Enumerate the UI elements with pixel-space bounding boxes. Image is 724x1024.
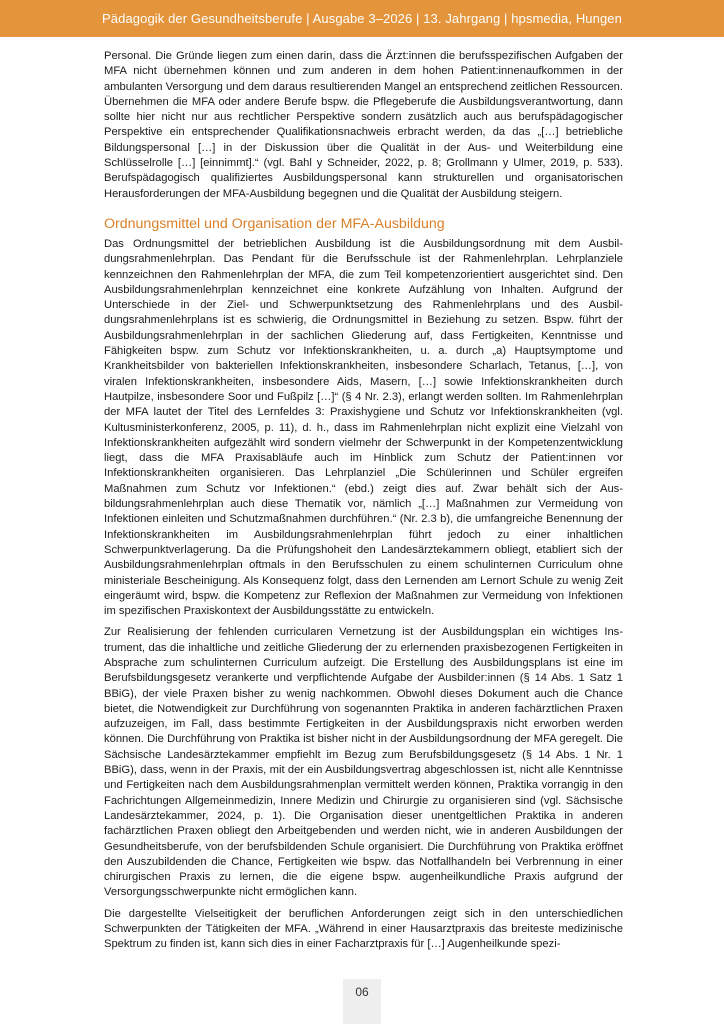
paragraph-2: Das Ordnungsmittel der betrieblichen Ausbildung ist die Ausbildungsordnung mit dem Ausbildungsrahmenlehrplan. Das Pendant für die Berufsschule ist der Rahmenlehrplan. Lehrplanziele kennzeichnen den Rahmenlehrplan der MFA, die zum Teil kompetenzorientiert ausgerichtet sind. Den Ausbildungsrahmenlehrplan kennzeichnet eine konkrete Aufzählung von Inhalten. Aufgrund der Unterschiede in der Ziel- und Schwerpunktsetzung des Rahmenlehrplans und des Ausbildungsrahmenlehrplans ist es schwierig, die Ordnungsmittel in Beziehung zu setzen. Bspw. führt der Ausbildungsrahmenlehrplan in der sachlichen Gliederung auf, dass Fertigkeiten, Kenntnisse und Fähigkeiten bspw. zum Schutz vor Infektionskrankheiten, u. a. durch „a) Hauptsymptome und Krankheitsbilder von bakteriellen Infektionskrankheiten, insbesondere Scharlach, Tetanus, […], von viralen Infektionskrankheiten, insbesondere Aids, Masern, […] sowie Infektionskrankheiten durch Hautpilze, insbesondere Soor und Fußpilz […]“ (§ 4 Nr. 2.3), erlangt werden sollten. Im Rahmenlehrplan der MFA lautet der Titel des Lernfeldes 3: Praxishygiene und Schutz vor Infektionskrankheiten (vgl. Kultusministerkonferenz, 2005, p. 11), d. h., dass im Rahmenlehrplan nicht explizit eine Vielzahl von Infektionskrankheiten aufgezählt wird sondern vielmehr der Schwerpunkt in der Kompetenzentwicklung liegt, dass die MFA Praxisabläufe auch im Hinblick zum Schutz der Patient:innen vor Infektionskrankheiten organisieren. Das Lehrplanziel „Die Schülerinnen und Schüler ergreifen Maßnahmen zum Schutz vor Infektionen.“ (ebd.) zeigt dies auf. Zwar behält sich der Ausbildungsrahmenlehrplan auch diese Thematik vor, nämlich „[…] Maßnahmen zur Vermeidung von Infektionen einleiten und Schutzmaßnahmen durchführen.“ (Nr. 2.3 b), die umfangreiche Benennung der Infektionskrankheiten im Ausbildungsrahmenlehrplan führt jedoch zu einer inhaltlichen Schwerpunktverlagerung. Da die Prüfungshoheit den Landesärztekammern obliegt, etabliert sich der Ausbildungsrahmenlehrplan oftmals in den Berufsschulen zu einem schulinternen Curriculum ohne ministeriale Bescheinigung. Als Konsequenz folgt, dass den Lernenden am Lernort Schule zu wenig Zeit eingeräumt wird, bspw. die Kompetenz zur Reflexion der Maßnahmen zur Vermeidung von Infektionen im spezifischen Praxiskontext der Ausbildungsstätte zu entwickeln. <box>104 237 623 618</box>
article-body <box>104 49 623 959</box>
paragraph-3: Zur Realisierung der fehlenden curricularen Vernetzung ist der Ausbildungsplan ein wichtiges Instrument, das die inhaltliche und zeitliche Gliederung der zu erlernenden praxisbezogenen Fertigkeiten in Absprache zum schulinternen Curriculum aufzeigt. Die Erstellung des Ausbildungsplans ist eine im Berufsbildungsgesetz verankerte und verpflichtende Aufgabe der Ausbilder:innen (§ 14 Abs. 1 Satz 1 BBiG), der viele Praxen bisher zu wenig nachkommen. Obwohl dieses Dokument auch die Chance bietet, die Notwendigkeit zur Durchführung von sogenannten Praktika in anderen fachärztlichen Praxen aufzuzeigen, im Fall, dass bestimmte Fertigkeiten in der Ausbildungspraxis nicht erworben werden können. Die Durchführung von Praktika ist bisher nicht in der Ausbildungsordnung der MFA geregelt. Die Sächsische Landesärztekammer empfiehlt im Bezug zum Berufsbildungsgesetz (§ 14 Abs. 1 Nr. 1 BBiG), dass, wenn in der Praxis, mit der ein Ausbildungsvertrag abgeschlossen ist, nicht alle Kenntnisse und Fertigkeiten nach dem Ausbildungsrahmenplan vermittelt werden können, Praktika vorrangig in den Fachrichtungen Allgemeinmedizin, Innere Medizin und Chirurgie zu organisieren sind (vgl. Sächsische Landesärztekammer, 2024, p. 1). Die Organisation dieser unentgeltlichen Praktika in anderen fachärztlichen Praxen obliegt den Arbeitgebenden und werden nicht, wie in anderen Ausbildungen der Gesundheitsberufe, von der berufsbildenden Schule organisiert. Die Durchführung von Praktika eröffnet den Auszubildenden die Chance, Fertigkeiten wie bspw. das Notfallhandeln bei Verbrennung in einer chirurgischen Praxis zu lernen, die die eigene bspw. augenheilkundliche Praxis aufgrund der Versorgungsschwerpunkte nicht ermöglichen kann. <box>104 626 623 899</box>
journal-header-title: Pädagogik der Gesundheitsberufe | Ausgabe 3–2026 | 13. Jahrgang | hpsmedia, Hungen <box>102 11 622 26</box>
journal-header-bar <box>0 0 724 37</box>
paragraph-4: Die dargestellte Vielseitigkeit der beruflichen Anforderungen zeigt sich in den unterschiedlichen Schwerpunkten der Tätigkeiten der MFA. „Während in einer Hausarztpraxis das breiteste medizinische Spektrum zu finden ist, kann sich dies in einer Facharztpraxis für […] Augenheilkunde spezi- <box>104 907 623 951</box>
page-number-tab <box>343 979 381 1024</box>
section-heading: Ordnungsmittel und Organisation der MFA-Ausbildung <box>104 215 445 232</box>
page-number: 06 <box>355 985 369 999</box>
paragraph-1: Personal. Die Gründe liegen zum einen darin, dass die Ärzt:innen die berufsspezifischen Aufgaben der MFA nicht übernehmen können und zum anderen in dem hohen Patient:innenaufkommen in der ambulanten Versorgung und dem daraus resultierenden Mangel an entsprechend zeitlichen Ressourcen. Übernehmen die MFA oder andere Berufe bspw. die Pflegeberufe die Ausbildungsverantwortung, dann sollte hier nicht nur aus rechtlicher Perspektive sondern zusätzlich auch aus berufspädagogischer Perspektive ein entsprechender Qualifikationsnachweis erbracht werden, da das „[…] betriebliche Bildungspersonal […] in der Diskussion über die Qualität in der Aus- und Weiterbildung eine Schlüsselrolle […] [einnimmt].“ (vgl. Bahl y Schneider, 2022, p. 8; Grollmann y Ulmer, 2019, p. 533). Berufspädagogisch qualifiziertes Ausbildungspersonal kann strukturellen und organisatorischen Herausforderungen der MFA-Ausbildung begegnen und die Qualität der Ausbildung steigern. <box>104 50 623 200</box>
